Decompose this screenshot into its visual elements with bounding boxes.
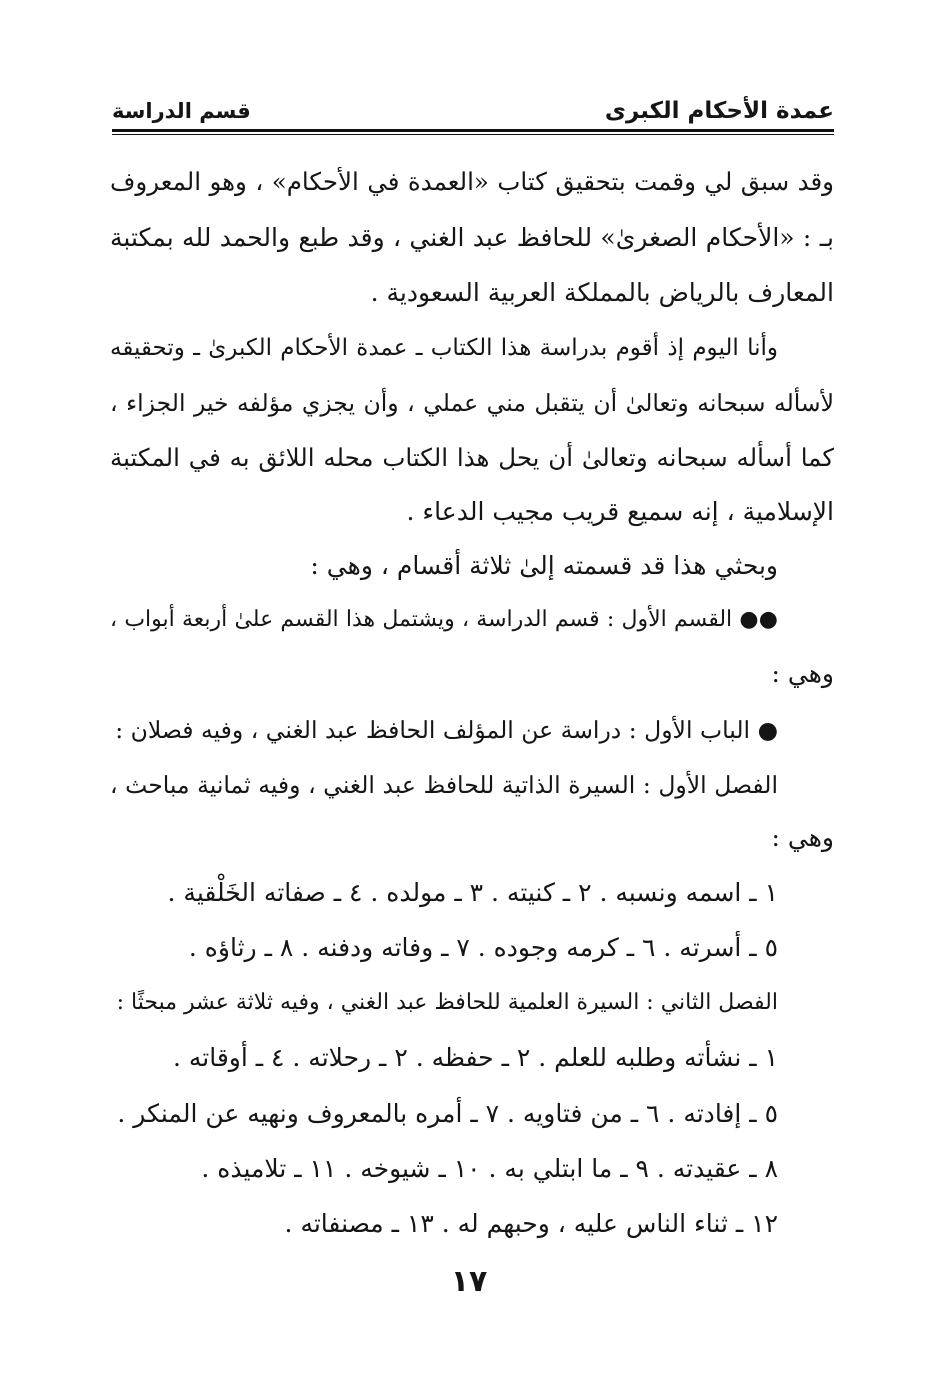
text-line-2: بـ : «الأحكام الصغرىٰ» للحافظ عبد الغني ، وقد طبع والحمد لله بمكتبة: [110, 223, 834, 252]
text-line-18: ٥ ـ إفادته . ٦ ـ من فتاويه . ٧ ـ أمره بالمعروف ونهيه عن المنكر .: [117, 1099, 778, 1128]
book-title: عمدة الأحكام الكبرى: [604, 98, 834, 124]
text-line-9: ●● القسم الأول : قسم الدراسة ، ويشتمل هذا القسم علىٰ أربعة أبواب ،: [110, 607, 778, 632]
section-title: قسم الدراسة: [112, 99, 251, 123]
text-line-16: الفصل الثاني : السيرة العلمية للحافظ عبد الغني ، وفيه ثلاثة عشر مبحثًا :: [116, 990, 778, 1015]
text-line-12: الفصل الأول : السيرة الذاتية للحافظ عبد الغني ، وفيه ثمانية مباحث ،: [110, 771, 778, 799]
text-line-14: ١ ـ اسمه ونسبه . ٢ ـ كنيته . ٣ ـ مولده . ٤ ـ صفاته الخَلْقية .: [167, 878, 778, 907]
running-header: [112, 96, 834, 126]
text-line-4: وأنا اليوم إذ أقوم بدراسة هذا الكتاب ـ عمدة الأحكام الكبرىٰ ـ وتحقيقه: [110, 335, 778, 361]
text-line-5: لأسأله سبحانه وتعالىٰ أن يتقبل مني عملي ، وأن يجزي مؤلفه خير الجزاء ،: [110, 389, 834, 417]
text-line-17: ١ ـ نشأته وطلبه للعلم . ٢ ـ حفظه . ٢ ـ رحلاته . ٤ ـ أوقاته .: [172, 1043, 778, 1072]
text-line-6: كما أسأله سبحانه وتعالىٰ أن يحل هذا الكتاب محله اللائق به في المكتبة: [110, 443, 834, 472]
text-line-19: ٨ ـ عقيدته . ٩ ـ ما ابتلي به . ١٠ ـ شيوخه . ١١ ـ تلاميذه .: [201, 1154, 778, 1183]
header-rule: [112, 129, 834, 132]
text-line-1: وقد سبق لي وقمت بتحقيق كتاب «العمدة في الأحكام» ، وهو المعروف: [110, 167, 834, 196]
text-line-20: ١٢ ـ ثناء الناس عليه ، وحبهم له . ١٣ ـ مصنفاته .: [284, 1209, 778, 1238]
text-line-10: وهي :: [771, 659, 834, 688]
header-rule-thin: [112, 134, 834, 135]
text-line-11: ● الباب الأول : دراسة عن المؤلف الحافظ عبد الغني ، وفيه فصلان :: [115, 716, 778, 744]
text-line-7: الإسلامية ، إنه سميع قريب مجيب الدعاء .: [406, 497, 834, 526]
text-line-13: وهي :: [771, 823, 834, 852]
text-line-3: المعارف بالرياض بالمملكة العربية السعودية .: [370, 278, 834, 307]
text-line-8: وبحثي هذا قد قسمته إلىٰ ثلاثة أقسام ، وهي :: [310, 551, 778, 580]
page-number: ١٧: [450, 1264, 488, 1299]
text-line-15: ٥ ـ أسرته . ٦ ـ كرمه وجوده . ٧ ـ وفاته ودفنه . ٨ ـ رثاؤه .: [188, 933, 778, 962]
